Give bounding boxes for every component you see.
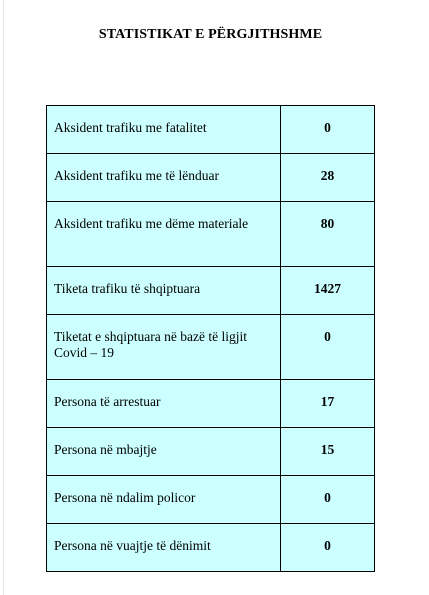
row-label: Tiketa trafiku të shqiptuara xyxy=(47,267,281,315)
statistics-table xyxy=(46,105,375,572)
row-label: Persona të arrestuar xyxy=(47,380,281,428)
page-left-edge xyxy=(3,0,4,595)
row-label: Aksident trafiku me të lënduar xyxy=(47,154,281,202)
row-label: Persona në mbajtje xyxy=(47,428,281,476)
table-row xyxy=(47,315,375,380)
row-value: 80 xyxy=(281,202,375,267)
table-row xyxy=(47,106,375,154)
table-row xyxy=(47,428,375,476)
row-value: 0 xyxy=(281,476,375,524)
row-label: Persona në vuajtje të dënimit xyxy=(47,524,281,572)
row-value: 1427 xyxy=(281,267,375,315)
page-title: STATISTIKAT E PËRGJITHSHME xyxy=(98,27,323,42)
row-value: 0 xyxy=(281,106,375,154)
table-row xyxy=(47,380,375,428)
row-value: 15 xyxy=(281,428,375,476)
row-value: 17 xyxy=(281,380,375,428)
table-row xyxy=(47,524,375,572)
row-value: 28 xyxy=(281,154,375,202)
row-label: Aksident trafiku me fatalitet xyxy=(47,106,281,154)
table-row xyxy=(47,154,375,202)
row-label: Aksident trafiku me dëme materiale xyxy=(47,202,281,267)
row-label: Persona në ndalim policor xyxy=(47,476,281,524)
table-row xyxy=(47,202,375,267)
row-value: 0 xyxy=(281,524,375,572)
table-row xyxy=(47,267,375,315)
row-label: Tiketat e shqiptuara në bazë të ligjit Covid – 19 xyxy=(47,315,281,380)
table-row xyxy=(47,476,375,524)
row-value: 0 xyxy=(281,315,375,380)
